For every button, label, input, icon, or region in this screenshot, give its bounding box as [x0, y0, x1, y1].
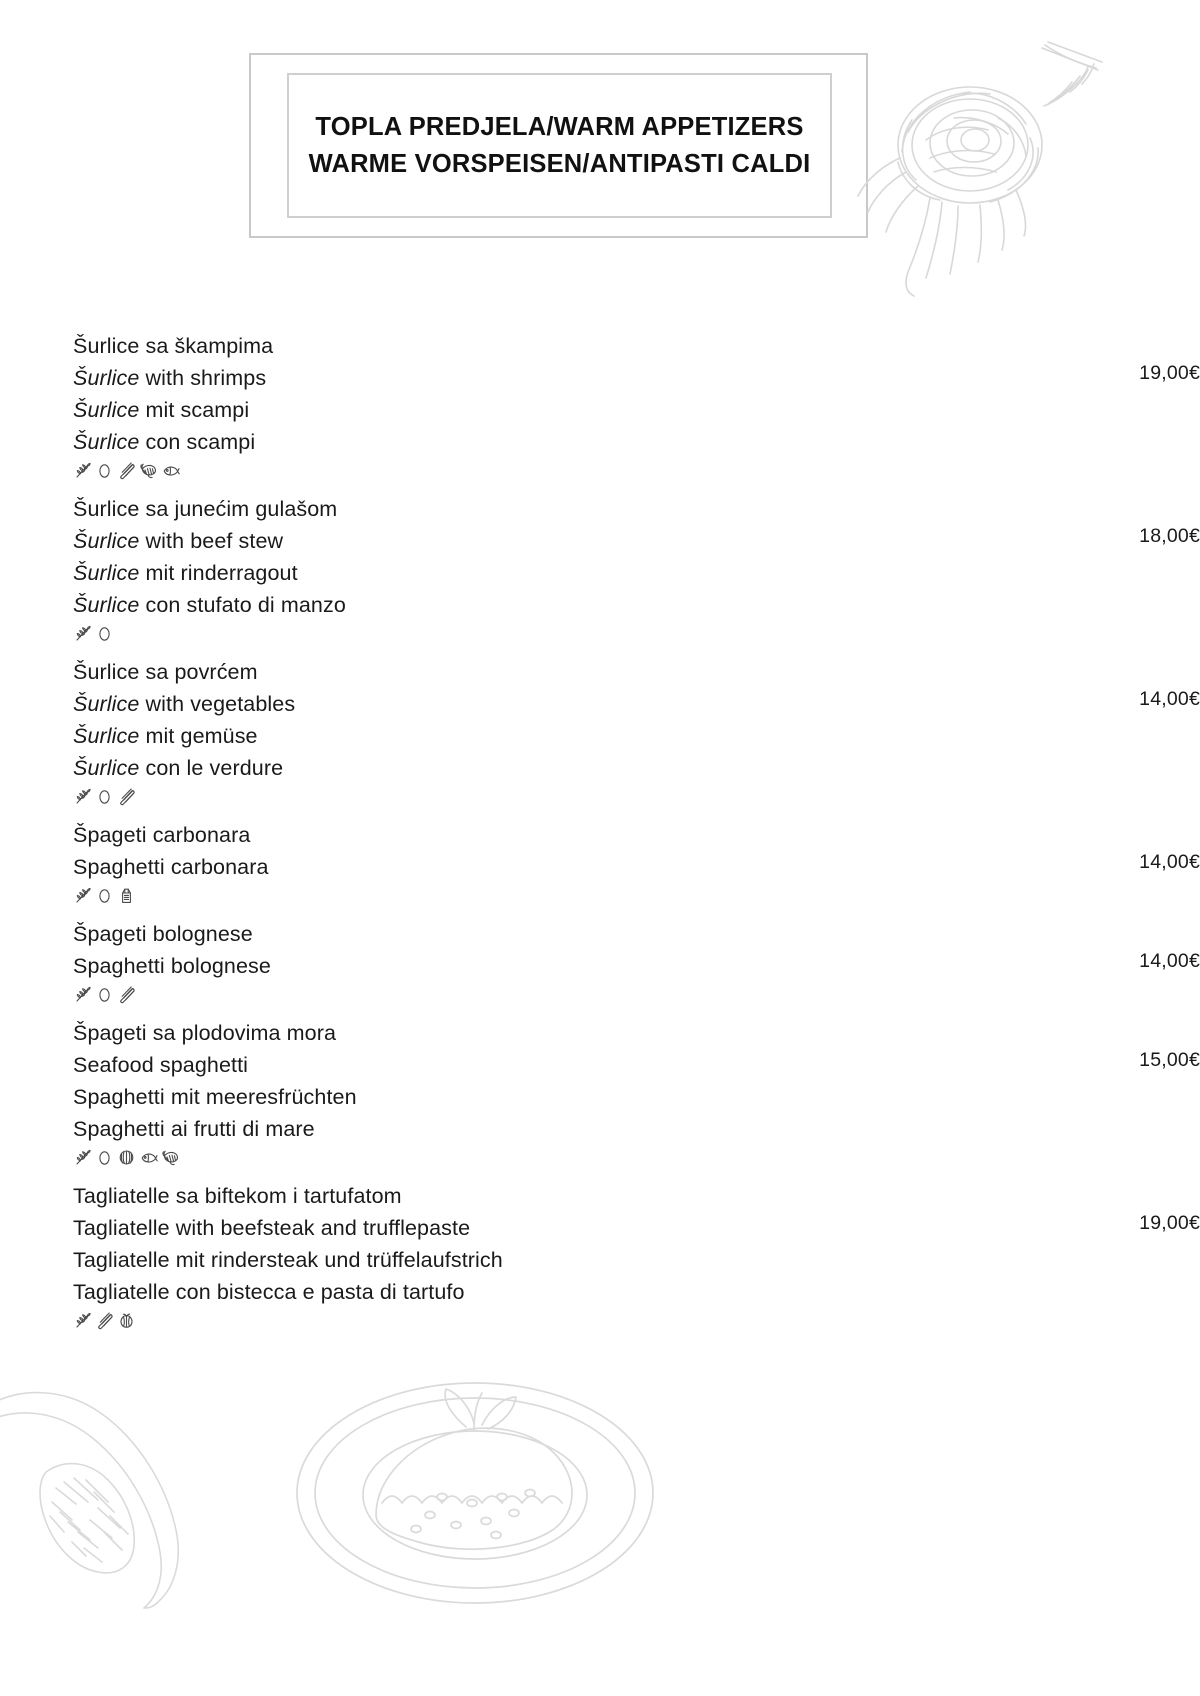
menu-item-price: 14,00€ — [1139, 950, 1200, 972]
menu-item-name-line — [73, 1049, 978, 1081]
title-line-1: TOPLA PREDJELA/WARM APPETIZERS — [315, 113, 804, 142]
dish-name-text: Spaghetti ai frutti di mare — [73, 1117, 315, 1141]
menu-item-names — [73, 918, 978, 1005]
grated-cheese-roll-illustration — [0, 1380, 230, 1610]
menu-item-name-line — [73, 656, 978, 688]
dish-name-text: Špageti bolognese — [73, 922, 253, 946]
menu-item-name-line — [73, 589, 978, 621]
dish-name-text: with vegetables — [139, 692, 296, 716]
celery-icon — [117, 985, 136, 1004]
egg-icon — [95, 985, 114, 1004]
menu-item-names — [73, 1180, 978, 1331]
dish-name-text: with beef stew — [139, 529, 284, 553]
celery-icon — [117, 461, 136, 480]
menu-item-body — [0, 330, 1200, 481]
pasta-fork-illustration — [830, 40, 1110, 300]
dish-name-text: con le verdure — [139, 756, 284, 780]
menu-item-name-line — [73, 918, 978, 950]
nuts-icon — [117, 1311, 136, 1330]
menu-item-names — [73, 493, 978, 644]
menu-item-name-line — [73, 688, 978, 720]
menu-item — [0, 1180, 1200, 1331]
dish-name-text: Spaghetti carbonara — [73, 855, 269, 879]
menu-item-body — [0, 1180, 1200, 1331]
gluten-wheat-icon — [73, 624, 92, 643]
menu-item-price: 19,00€ — [1139, 1212, 1200, 1234]
gluten-wheat-icon — [73, 1148, 92, 1167]
menu-item-name-line — [73, 330, 978, 362]
menu-item-name-line — [73, 1017, 978, 1049]
menu-item-name-line — [73, 394, 978, 426]
menu-item-names — [73, 819, 978, 906]
fish-icon — [161, 461, 180, 480]
crustacean-shrimp-icon — [161, 1148, 180, 1167]
dish-name-emphasis: Šurlice — [73, 398, 140, 422]
menu-item-price: 15,00€ — [1139, 1049, 1200, 1071]
gluten-wheat-icon — [73, 985, 92, 1004]
menu-item — [0, 1017, 1200, 1168]
crustacean-shrimp-icon — [139, 461, 158, 480]
dish-name-text: Špageti sa plodovima mora — [73, 1021, 337, 1045]
menu-item-body — [0, 918, 1200, 1005]
menu-item-name-line — [73, 525, 978, 557]
dish-name-text: Šurlice sa junećim gulašom — [73, 497, 338, 521]
menu-header — [0, 0, 1200, 310]
mollusc-shell-icon — [117, 1148, 136, 1167]
egg-icon — [95, 1148, 114, 1167]
menu-item-name-line — [73, 557, 978, 589]
dish-name-emphasis: Šurlice — [73, 561, 140, 585]
menu-item — [0, 819, 1200, 906]
dish-name-text: Šurlice sa škampima — [73, 334, 274, 358]
menu-item-name-line — [73, 819, 978, 851]
dish-name-text: Seafood spaghetti — [73, 1053, 249, 1077]
allergen-icon-row — [73, 459, 978, 481]
title-box — [287, 73, 832, 218]
title-line-2: WARME VORSPEISEN/ANTIPASTI CALDI — [308, 149, 811, 178]
menu-item-name-line — [73, 1276, 978, 1308]
bottom-decorations — [0, 1355, 1200, 1696]
menu-item-list — [0, 330, 1200, 1343]
menu-item — [0, 493, 1200, 644]
menu-item-name-line — [73, 752, 978, 784]
menu-item-name-line — [73, 1244, 978, 1276]
dish-name-emphasis: Šurlice — [73, 430, 140, 454]
dish-name-emphasis: Šurlice — [73, 593, 140, 617]
allergen-icon-row — [73, 884, 978, 906]
dish-name-text: with shrimps — [139, 366, 267, 390]
dish-name-emphasis: Šurlice — [73, 724, 140, 748]
menu-item-name-line — [73, 950, 978, 982]
menu-item-price: 19,00€ — [1139, 362, 1200, 384]
dish-name-text: mit rinderragout — [139, 561, 298, 585]
plate-of-risotto-illustration — [290, 1365, 660, 1615]
menu-item-price: 14,00€ — [1139, 688, 1200, 710]
gluten-wheat-icon — [73, 787, 92, 806]
allergen-icon-row — [73, 1146, 978, 1168]
menu-item — [0, 330, 1200, 481]
dish-name-text: mit scampi — [139, 398, 250, 422]
menu-item-name-line — [73, 1212, 978, 1244]
menu-item-name-line — [73, 851, 978, 883]
dish-name-text: Spaghetti bolognese — [73, 954, 271, 978]
egg-icon — [95, 461, 114, 480]
dish-name-text: Šurlice sa povrćem — [73, 660, 258, 684]
dish-name-emphasis: Šurlice — [73, 529, 140, 553]
gluten-wheat-icon — [73, 1311, 92, 1330]
menu-item-name-line — [73, 720, 978, 752]
menu-item-names — [73, 656, 978, 807]
dish-name-text: mit gemüse — [139, 724, 258, 748]
dish-name-text: Tagliatelle con bistecca e pasta di tartufo — [73, 1280, 465, 1304]
dish-name-text: Špageti carbonara — [73, 823, 251, 847]
menu-item-body — [0, 819, 1200, 906]
celery-icon — [117, 787, 136, 806]
menu-item-names — [73, 1017, 978, 1168]
menu-item-name-line — [73, 426, 978, 458]
allergen-icon-row — [73, 983, 978, 1005]
menu-item-name-line — [73, 1081, 978, 1113]
menu-item — [0, 918, 1200, 1005]
dish-name-emphasis: Šurlice — [73, 692, 140, 716]
menu-item-name-line — [73, 362, 978, 394]
gluten-wheat-icon — [73, 461, 92, 480]
menu-item-body — [0, 656, 1200, 807]
dish-name-text: Spaghetti mit meeresfrüchten — [73, 1085, 357, 1109]
dish-name-text: Tagliatelle sa biftekom i tartufatom — [73, 1184, 402, 1208]
menu-item-name-line — [73, 1113, 978, 1145]
menu-item-body — [0, 493, 1200, 644]
milk-carton-icon — [117, 886, 136, 905]
menu-item-price: 18,00€ — [1139, 525, 1200, 547]
dish-name-text: Tagliatelle mit rindersteak und trüffelaufstrich — [73, 1248, 503, 1272]
dish-name-text: con stufato di manzo — [139, 593, 346, 617]
allergen-icon-row — [73, 1309, 978, 1331]
fish-icon — [139, 1148, 158, 1167]
allergen-icon-row — [73, 622, 978, 644]
allergen-icon-row — [73, 785, 978, 807]
egg-icon — [95, 787, 114, 806]
menu-item-names — [73, 330, 978, 481]
menu-item-price: 14,00€ — [1139, 851, 1200, 873]
egg-icon — [95, 624, 114, 643]
menu-item-name-line — [73, 1180, 978, 1212]
menu-item-name-line — [73, 493, 978, 525]
menu-item — [0, 656, 1200, 807]
dish-name-emphasis: Šurlice — [73, 366, 140, 390]
egg-icon — [95, 886, 114, 905]
celery-icon — [95, 1311, 114, 1330]
menu-item-body — [0, 1017, 1200, 1168]
dish-name-text: con scampi — [139, 430, 256, 454]
dish-name-text: Tagliatelle with beefsteak and trufflepaste — [73, 1216, 471, 1240]
gluten-wheat-icon — [73, 886, 92, 905]
dish-name-emphasis: Šurlice — [73, 756, 140, 780]
